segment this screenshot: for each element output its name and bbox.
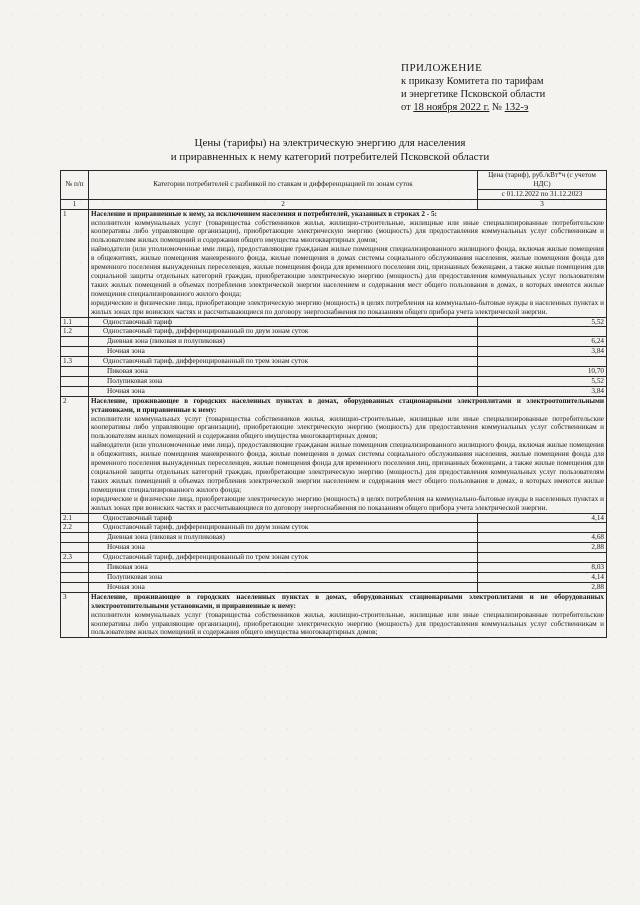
section-description <box>89 209 607 317</box>
row-label: Пиковая зона <box>89 367 478 377</box>
section-row-2 <box>61 396 607 513</box>
row-price: 2,88 <box>478 582 607 592</box>
tariff-rows-2 <box>61 513 607 592</box>
appendix-line-1: к приказу Комитета по тарифам <box>401 76 544 87</box>
row-label: Одноставочный тариф <box>89 513 478 523</box>
row-price: 3,84 <box>478 386 607 396</box>
title-line-1: Цены (тарифы) на электрическую энергию для населения <box>194 137 466 149</box>
row-price: 5,52 <box>478 317 607 327</box>
tariff-row <box>61 582 607 592</box>
row-price: 4,14 <box>478 572 607 582</box>
tariff-row <box>61 563 607 573</box>
row-num: 1.1 <box>61 317 89 327</box>
row-label: Пиковая зона <box>89 563 478 573</box>
row-label: Одноставочный тариф, дифференцированный по трем зонам суток <box>89 553 478 563</box>
row-price <box>478 523 607 533</box>
appendix-block <box>401 62 621 114</box>
row-num: 1.2 <box>61 327 89 337</box>
row-price: 4,68 <box>478 533 607 543</box>
section-row-1 <box>61 209 607 317</box>
row-num <box>61 347 89 357</box>
tariff-row <box>61 337 607 347</box>
order-date: 18 ноября 2022 г. <box>413 102 490 113</box>
row-label: Дневная зона (пиковая и полупиковая) <box>89 533 478 543</box>
row-label: Ночная зона <box>89 543 478 553</box>
header-period: с 01.12.2022 по 31.12.2023 <box>478 189 607 199</box>
row-label: Ночная зона <box>89 582 478 592</box>
section-title: Население, проживающее в городских населенных пунктах в домах, оборудованных стационарными электроплитами и электроотопительными установками, и приравненные к нему: <box>91 396 604 414</box>
row-num <box>61 572 89 582</box>
section-paragraph: наймодатели (или уполномоченные ими лица), предоставляющие гражданам жилые помещения специализированного жилищного фонда, включая жилые помещения в общежитиях, жилые помещения маневренного фонда, жилые помещения в домах системы социального обслуживания населения, жилые помещения фонда для временного поселения вынужденных переселенцев, жилые помещения фонда для временного поселения лиц, признанных беженцами, а также жилые помещения для социальной защиты отдельных категорий граждан, приобретающие электрическую энергию (мощность) для предоставления коммунальных услуг пользователям таких жилых помещений в объемах потребления электрической энергии населением и содержания мест общего пользования в домах, в которых имеются жилые помещения специализированного жилого фонда; <box>91 245 604 298</box>
row-label: Одноставочный тариф <box>89 317 478 327</box>
section-description <box>89 396 607 513</box>
header-price: Цена (тариф), руб./кВт*ч (с учетом НДС) <box>478 171 607 190</box>
row-label: Одноставочный тариф, дифференцированный по трем зонам суток <box>89 357 478 367</box>
section-row-3 <box>61 592 607 638</box>
row-num <box>61 563 89 573</box>
row-num: 2.1 <box>61 513 89 523</box>
row-label: Дневная зона (пиковая и полупиковая) <box>89 337 478 347</box>
header-category: Категории потребителей с разбивкой по ставкам и дифференциацией по зонам суток <box>89 171 478 200</box>
row-price <box>478 553 607 563</box>
tariff-row <box>61 327 607 337</box>
tariff-row <box>61 317 607 327</box>
tariff-row <box>61 523 607 533</box>
row-num <box>61 376 89 386</box>
row-price: 6,24 <box>478 337 607 347</box>
row-num: 1.3 <box>61 357 89 367</box>
section-paragraph: юридические и физические лица, приобретающие электрическую энергию (мощность) в целях потребления на коммунально-бытовые нужды в населенных пунктах и жилых зонах при воинских частях и рассчитывающиеся по договору энергоснабжения по показаниям общего прибора учета электрической энергии. <box>91 298 604 316</box>
section-title: Население, проживающее в городских населенных пунктах в домах, оборудованных стационарными электроплитами и не оборудованных электроотопительными установками, и приравненные к нему: <box>91 592 604 610</box>
section-paragraph: исполнители коммунальных услуг (товарищества собственников жилья, жилищно-строительные, жилищные или иные специализированные потребительские кооперативы либо управляющие организации), приобретающие электрическую энергию (мощность) для предоставления коммунальных услуг собственникам и пользователям жилых помещений и содержания общего имущества многоквартирных домов; <box>91 610 604 637</box>
header-row <box>61 171 607 190</box>
row-num: 2.3 <box>61 553 89 563</box>
row-label: Полупиковая зона <box>89 376 478 386</box>
row-num <box>61 533 89 543</box>
tariff-table <box>60 170 607 638</box>
column-index-row <box>61 199 607 209</box>
number-prefix: № <box>489 102 505 113</box>
tariff-row <box>61 572 607 582</box>
row-label: Одноставочный тариф, дифференцированный по двум зонам суток <box>89 523 478 533</box>
row-price <box>478 327 607 337</box>
tariff-row <box>61 513 607 523</box>
row-price: 8,03 <box>478 563 607 573</box>
section-description <box>89 592 607 638</box>
row-price: 10,70 <box>478 367 607 377</box>
row-num <box>61 543 89 553</box>
section-paragraph: наймодатели (или уполномоченные ими лица), предоставляющие гражданам жилые помещения специализированного жилищного фонда, включая жилые помещения в общежитиях, жилые помещения маневренного фонда, жилые помещения в домах системы социального обслуживания населения, жилые помещения фонда для временного поселения вынужденных переселенцев, жилые помещения фонда для временного поселения лиц, признанных беженцами, а также жилые помещения для социальной защиты отдельных категорий граждан, приобретающие электрическую энергию (мощность) для предоставления коммунальных услуг пользователям таких жилых помещений в объемах потребления электрической энергии населением и содержания мест общего пользования в домах, в которых имеются жилые помещения специализированного жилого фонда; <box>91 441 604 494</box>
row-label: Ночная зона <box>89 347 478 357</box>
title-line-2: и приравненных к нему категорий потребителей Псковской области <box>170 151 490 163</box>
tariff-row <box>61 386 607 396</box>
col-index-2: 2 <box>89 199 478 209</box>
section-num: 2 <box>61 396 89 513</box>
section-title: Население и приравненные к нему, за исключением населения и потребителей, указанных в строках 2 - 5: <box>91 209 437 218</box>
section-paragraph: юридические и физические лица, приобретающие электрическую энергию (мощность) в целях потребления на коммунально-бытовые нужды в населенных пунктах и жилых зонах при воинских частях и рассчитывающиеся по договору энергоснабжения по показаниям общего прибора учета электрической энергии. <box>91 494 604 512</box>
row-price: 3,84 <box>478 347 607 357</box>
row-num <box>61 386 89 396</box>
row-num <box>61 582 89 592</box>
appendix-line-2: и энергетике Псковской области <box>401 89 546 100</box>
header-num: № п/п <box>61 171 89 200</box>
row-price <box>478 357 607 367</box>
row-num: 2.2 <box>61 523 89 533</box>
tariff-row <box>61 553 607 563</box>
tariff-row <box>61 367 607 377</box>
row-price: 4,14 <box>478 513 607 523</box>
tariff-rows-1 <box>61 317 607 396</box>
tariff-row <box>61 543 607 553</box>
row-label: Ночная зона <box>89 386 478 396</box>
row-price: 5,52 <box>478 376 607 386</box>
section-num: 3 <box>61 592 89 638</box>
row-num <box>61 367 89 377</box>
row-label: Одноставочный тариф, дифференцированный по двум зонам суток <box>89 327 478 337</box>
row-label: Полупиковая зона <box>89 572 478 582</box>
date-prefix: от <box>401 102 414 113</box>
section-num: 1 <box>61 209 89 317</box>
row-price: 2,88 <box>478 543 607 553</box>
document-title <box>140 136 520 164</box>
row-num <box>61 337 89 347</box>
tariff-row <box>61 357 607 367</box>
col-index-3: 3 <box>478 199 607 209</box>
section-paragraph: исполнители коммунальных услуг (товарищества собственников жилья, жилищно-строительные, жилищные или иные специализированные потребительские кооперативы либо управляющие организации), приобретающие электрическую энергию (мощность) для предоставления коммунальных услуг собственникам и пользователям жилых помещений и содержания общего имущества многоквартирных домов; <box>91 218 604 245</box>
tariff-row <box>61 533 607 543</box>
tariff-row <box>61 376 607 386</box>
col-index-1: 1 <box>61 199 89 209</box>
appendix-heading: ПРИЛОЖЕНИЕ <box>401 62 483 74</box>
tariff-row <box>61 347 607 357</box>
section-paragraph: исполнители коммунальных услуг (товарищества собственников жилья, жилищно-строительные, жилищные или иные специализированные потребительские кооперативы либо управляющие организации), приобретающие электрическую энергию (мощность) для предоставления коммунальных услуг собственникам и пользователям жилых помещений и содержания общего имущества многоквартирных домов; <box>91 414 604 441</box>
order-number: 132-э <box>504 102 529 113</box>
appendix-order-line <box>401 101 621 114</box>
